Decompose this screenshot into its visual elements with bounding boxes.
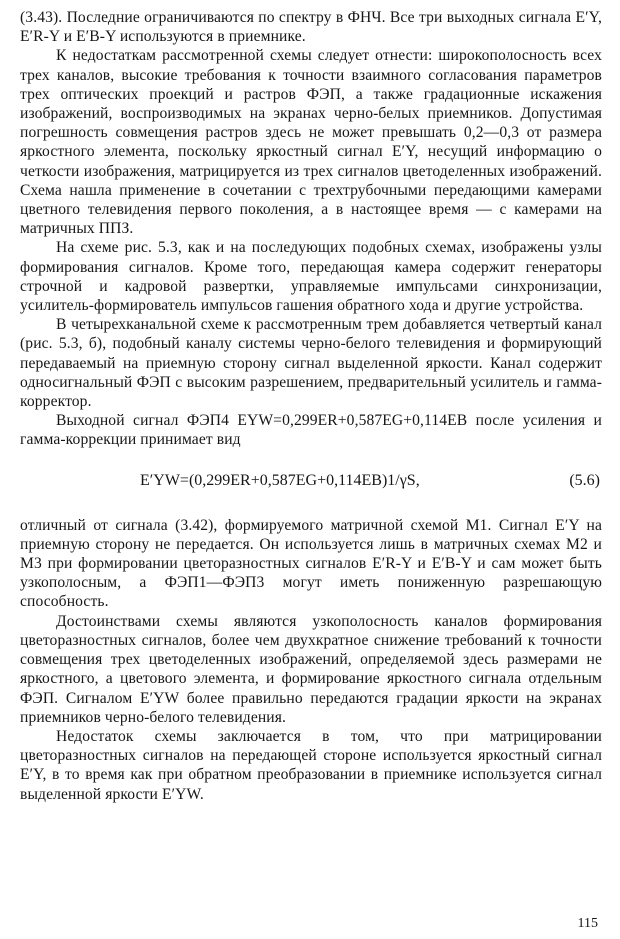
page-number: 115 <box>577 916 598 931</box>
paragraph-distinct-signal: отличный от сигнала (3.42), формируемого матричной схемой M1. Сигнал E′Y на приемную сторону не передается. Он используется лишь в матричных схемах M2 и M3 при формировании цветоразностных сигналов E′R-Y и E′B-Y и сам может быть узкополосным, а ФЭП1—ФЭП3 могут иметь пониженную разрешающую способность. <box>20 516 602 611</box>
paragraph-four-channel: В четырехканальной схеме к рассмотренным трем добавляется четвертый канал (рис. 5.3, б), подобный каналу системы черно-белого телевидения и формирующий передаваемый на приемную сторону сигнал выделенной яркости. Канал содержит односигнальный ФЭП с высоким разрешением, предварительный усилитель и гамма-корректор. <box>20 316 602 411</box>
equation-number: (5.6) <box>569 471 600 489</box>
equation-body: E′YW=(0,299ER+0,587EG+0,114EB)1/γS, <box>140 471 420 489</box>
paragraph-drawbacks: К недостаткам рассмотренной схемы следует отнести: широкополосность всех трех каналов, высокие требования к точности взаимного согласования параметров трех оптических проекций и растров ФЭП, а также градационные искажения изображений, воспроизводимых на экранах черно-белых приемников. Допустимая погрешность совмещения растров здесь не может превышать 0,2—0,3 от размера яркостного элемента, поскольку яркостный сигнал E′Y, несущий информацию о четкости изображения, матрицируется из трех сигналов цветоделенных изображений. Схема нашла применение в сочетании с трехтрубочными передающими камерами цветного телевидения первого поколения, а в настоящее время — с камерами на матричных ППЗ. <box>20 47 602 238</box>
paragraph-advantages: Достоинствами схемы являются узкополосность каналов формирования цветоразностных сигналов, более чем двухкратное снижение требований к точности совмещения трех цветоделенных изображений, определяемой здесь размерами не яркостного, а цветового элемента, и формирование яркостного сигнала отдельным ФЭП. Сигналом E′YW более правильно передаются градации яркости на экранах приемников черно-белого телевидения. <box>20 612 602 726</box>
equation-5-6 <box>20 454 602 510</box>
paragraph-scheme-nodes: На схеме рис. 5.3, как и на последующих подобных схемах, изображены узлы формирования сигналов. Кроме того, передающая камера содержит генераторы строчной и кадровой развертки, управляемые импульсами синхронизации, усилитель-формирователь импульсов гашения обратного хода и другие устройства. <box>20 239 602 315</box>
paragraph-continuation: (3.43). Последние ограничиваются по спектру в ФНЧ. Все три выходных сигнала E′Y, E′R-Y и E′B-Y используются в приемнике. <box>20 9 602 46</box>
paragraph-disadvantage: Недостаток схемы заключается в том, что при матрицировании цветоразностных сигналов на передающей стороне используется яркостный сигнал E′Y, в то время как при обратном преобразовании в приемнике используется сигнал выделенной яркости E′YW. <box>20 727 602 803</box>
paragraph-output-signal: Выходной сигнал ФЭП4 EYW=0,299ER+0,587EG+0,114EB после усиления и гамма-коррекции принимает вид <box>20 412 602 449</box>
